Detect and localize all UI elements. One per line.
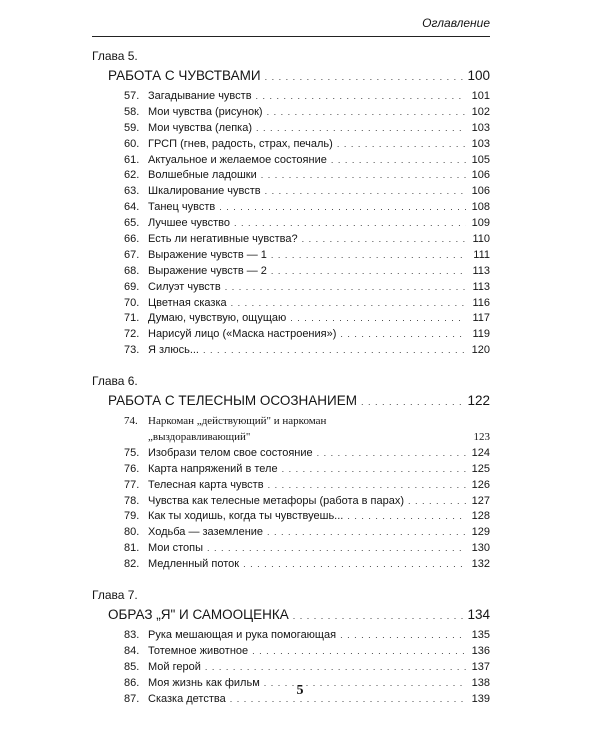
entry-number: 81. <box>124 542 140 555</box>
entry-number: 78. <box>124 494 140 507</box>
dot-leader <box>265 184 466 200</box>
toc-entry[interactable] <box>92 280 490 296</box>
entry-title: Актуальное и желаемое состояние <box>148 153 327 166</box>
chapter-title: РАБОТА С ЧУВСТВАМИ <box>108 68 261 83</box>
entry-number: 66. <box>124 233 140 246</box>
entry-number: 75. <box>124 446 140 459</box>
entry-title: Шкалирование чувств <box>148 185 261 198</box>
toc-entry[interactable] <box>92 200 490 216</box>
entry-page: 108 <box>471 201 490 214</box>
chapter-5 <box>92 48 490 359</box>
running-head <box>92 16 490 37</box>
entry-number: 71. <box>124 312 140 325</box>
entry-title: Ходьба — заземление <box>148 526 264 539</box>
entry-title: Мои чувства (лепка) <box>148 121 252 134</box>
dot-leader <box>219 200 466 216</box>
entry-page: 105 <box>471 153 490 166</box>
toc-entry[interactable] <box>92 105 490 121</box>
entry-number: 77. <box>124 478 140 491</box>
dot-leader <box>252 644 466 660</box>
entry-number: 63. <box>124 185 140 198</box>
entry-title: Выражение чувств — 2 <box>148 264 267 277</box>
entry-number: 57. <box>124 90 140 102</box>
toc-entry[interactable] <box>92 89 490 105</box>
entry-number: 60. <box>124 137 140 150</box>
entry-title: Загадывание чувств <box>148 90 252 102</box>
dot-leader <box>290 311 466 327</box>
chapter-title-line[interactable] <box>92 390 490 411</box>
entry-title: Моя жизнь как фильм <box>148 676 260 689</box>
toc-entry[interactable] <box>92 446 490 462</box>
dot-leader <box>268 478 466 494</box>
entry-title: Волшебные ладошки <box>148 169 257 182</box>
dot-leader <box>203 343 466 359</box>
entry-number: 58. <box>124 105 140 118</box>
dot-leader <box>271 264 466 280</box>
toc-entry[interactable] <box>92 264 490 280</box>
chapter-page: 134 <box>467 607 490 623</box>
entry-page: 106 <box>471 185 490 198</box>
toc-entry[interactable] <box>92 478 490 494</box>
entry-page: 103 <box>471 121 490 134</box>
entry-number: 74. <box>124 415 138 428</box>
entry-number: 73. <box>124 344 140 357</box>
entry-number: 72. <box>124 328 140 341</box>
entry-page: 103 <box>471 137 490 150</box>
entry-number: 62. <box>124 169 140 182</box>
entry-title: Телесная карта чувств <box>148 478 264 491</box>
entry-page: 113 <box>472 264 490 277</box>
entry-number: 80. <box>124 526 140 539</box>
chapter-title: РАБОТА С ТЕЛЕСНЫМ ОСОЗНАНИЕМ <box>108 393 357 409</box>
running-title: Оглавление <box>422 16 490 30</box>
entry-number: 85. <box>124 660 140 673</box>
dot-leader <box>408 494 466 510</box>
entry-page: 135 <box>471 629 490 642</box>
dot-leader <box>271 248 466 264</box>
entry-page: 137 <box>471 660 490 673</box>
entry-title: Я злюсь... <box>148 344 199 357</box>
toc-entry[interactable] <box>92 414 490 446</box>
entry-title: Мой герой <box>148 660 201 673</box>
toc-entry[interactable] <box>92 494 490 510</box>
dot-leader <box>361 392 463 413</box>
chapter-label: Глава 6. <box>92 374 138 389</box>
dot-leader <box>231 296 466 312</box>
chapter-6 <box>92 373 490 573</box>
entry-title-continuation: „выздоравливающий" <box>148 431 251 444</box>
toc-entry[interactable] <box>92 327 490 343</box>
entry-number: 70. <box>124 296 140 309</box>
entry-page: 111 <box>473 248 490 261</box>
toc-entry[interactable] <box>92 557 490 573</box>
chapter-title-line[interactable] <box>92 65 490 86</box>
toc-entry[interactable] <box>92 232 490 248</box>
entry-title: Рука мешающая и рука помогающая <box>148 629 337 642</box>
chapter-page: 100 <box>467 68 490 83</box>
entry-page: 109 <box>471 217 490 230</box>
entry-number: 83. <box>124 629 140 642</box>
entry-page: 127 <box>471 494 490 507</box>
entry-page: 130 <box>471 542 490 555</box>
chapter-label: Глава 5. <box>92 49 138 63</box>
entry-title: Наркоман „действующий" и наркоман <box>148 415 327 428</box>
toc-entry[interactable] <box>92 216 490 232</box>
entry-page: 136 <box>471 644 490 657</box>
toc-entry[interactable] <box>92 644 490 660</box>
dot-leader <box>256 121 466 137</box>
entry-page: 128 <box>471 510 490 523</box>
entry-number: 84. <box>124 644 140 657</box>
toc-entry[interactable] <box>92 168 490 184</box>
entry-page: 138 <box>471 676 490 689</box>
entry-page: 102 <box>471 105 490 118</box>
entry-number: 87. <box>124 692 140 705</box>
dot-leader <box>207 541 466 557</box>
toc-entry[interactable] <box>92 137 490 153</box>
entry-page: 126 <box>471 478 490 491</box>
dot-leader <box>256 89 466 105</box>
toc-entry[interactable] <box>92 462 490 478</box>
dot-leader <box>267 525 466 541</box>
entry-title: Силуэт чувств <box>148 280 221 293</box>
entry-title: Выражение чувств — 1 <box>148 248 267 261</box>
dot-leader <box>302 232 466 248</box>
entry-number: 86. <box>124 676 140 689</box>
dot-leader <box>340 628 466 644</box>
entry-title: Чувства как телесные метафоры (работа в парах) <box>148 494 405 507</box>
dot-leader <box>261 168 466 184</box>
dot-leader <box>205 660 466 676</box>
entry-number: 61. <box>124 153 140 166</box>
entry-title: Сказка детства <box>148 692 226 705</box>
dot-leader <box>331 153 466 169</box>
toc-entry[interactable] <box>92 509 490 525</box>
toc-entry[interactable] <box>92 541 490 557</box>
dot-leader <box>317 446 466 462</box>
toc-entry[interactable] <box>92 311 490 327</box>
toc-entry[interactable] <box>92 343 490 359</box>
entry-number: 69. <box>124 280 140 293</box>
entry-title: Думаю, чувствую, ощущаю <box>148 312 287 325</box>
dot-leader <box>234 216 466 232</box>
entry-page: 116 <box>472 296 490 309</box>
entry-page: 106 <box>471 169 490 182</box>
dot-leader <box>347 509 466 525</box>
entry-page: 119 <box>472 328 490 341</box>
table-of-contents <box>92 48 490 722</box>
toc-entry[interactable] <box>92 248 490 264</box>
chapter-title: ОБРАЗ „Я" И САМООЦЕНКА <box>108 607 289 623</box>
entry-page: 110 <box>472 233 490 246</box>
toc-entry[interactable] <box>92 660 490 676</box>
entry-title: Медленный поток <box>148 558 240 571</box>
entry-title: Мои чувства (рисунок) <box>148 105 263 118</box>
dot-leader <box>225 280 466 296</box>
entry-title: Нарисуй лицо («Маска настроения») <box>148 328 337 341</box>
entry-page: 117 <box>472 312 490 325</box>
entry-title: Как ты ходишь, когда ты чувствуешь... <box>148 510 344 523</box>
entry-title: Тотемное животное <box>148 644 249 657</box>
entry-page: 123 <box>473 431 490 444</box>
entry-title: Танец чувств <box>148 201 216 214</box>
dot-leader <box>340 327 466 343</box>
toc-entry[interactable] <box>92 184 490 200</box>
entry-number: 67. <box>124 248 140 261</box>
entry-title: ГРСП (гнев, радость, страх, печаль) <box>148 137 333 150</box>
chapter-page: 122 <box>467 393 490 409</box>
entry-title: Карта напряжений в теле <box>148 462 278 475</box>
entry-page: 139 <box>471 692 490 705</box>
dot-leader <box>282 462 466 478</box>
dot-leader <box>293 606 464 627</box>
entry-page: 129 <box>471 526 490 539</box>
entry-title: Мои стопы <box>148 542 203 555</box>
entry-number: 68. <box>124 264 140 277</box>
entry-number: 82. <box>124 558 140 571</box>
entry-title: Есть ли негативные чувства? <box>148 233 298 246</box>
toc-entry[interactable] <box>92 525 490 541</box>
entry-number: 59. <box>124 121 140 134</box>
entry-page: 120 <box>471 344 490 357</box>
dot-leader <box>337 137 466 153</box>
chapter-label: Глава 7. <box>92 588 138 603</box>
entry-page: 101 <box>471 90 490 102</box>
page-number: 5 <box>296 683 304 698</box>
entry-page: 124 <box>471 446 490 459</box>
dot-leader <box>243 557 466 573</box>
entry-number: 65. <box>124 217 140 230</box>
dot-leader <box>265 67 464 88</box>
entry-page: 132 <box>471 558 490 571</box>
toc-entry[interactable] <box>92 628 490 644</box>
entry-number: 76. <box>124 462 140 475</box>
toc-entry[interactable] <box>92 121 490 137</box>
toc-entry[interactable] <box>92 153 490 169</box>
entry-title: Изобрази телом свое состояние <box>148 446 313 459</box>
entry-title: Лучшее чувство <box>148 217 231 230</box>
entry-page: 113 <box>472 280 490 293</box>
chapter-title-line[interactable] <box>92 604 490 625</box>
entry-number: 79. <box>124 510 140 523</box>
entry-number: 64. <box>124 201 140 214</box>
entry-title: Цветная сказка <box>148 296 227 309</box>
dot-leader <box>267 105 466 121</box>
toc-entry[interactable] <box>92 296 490 312</box>
entry-page: 125 <box>471 462 490 475</box>
